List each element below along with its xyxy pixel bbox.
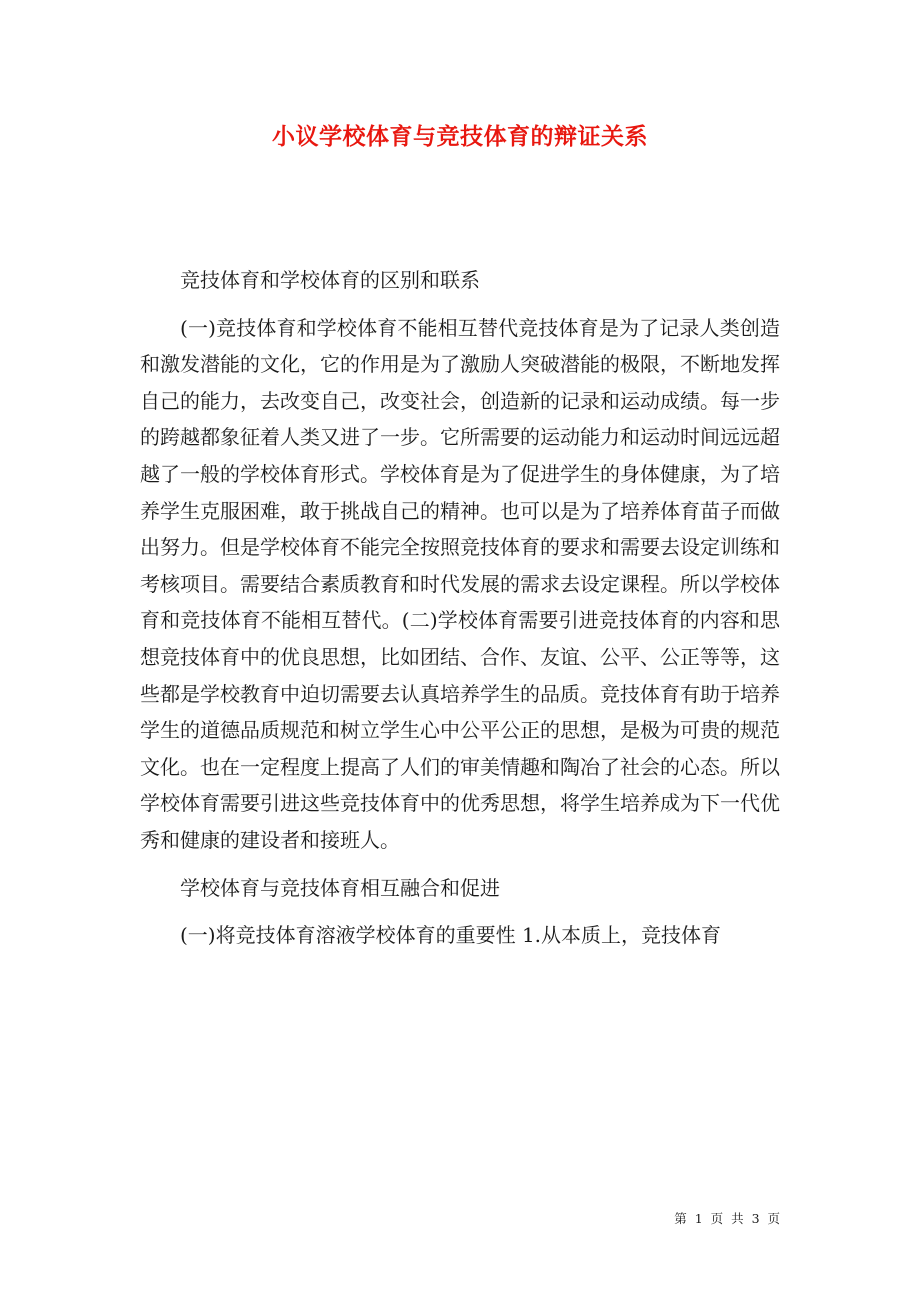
document-title: 小议学校体育与竞技体育的辩证关系 xyxy=(272,123,648,150)
section-heading: 学校体育与竞技体育相互融合和促进 xyxy=(180,875,500,900)
paragraph: (一)竞技体育和学校体育不能相互替代竞技体育是为了记录人类创造和激发潜能的文化，它的作用是为了激励人突破潜能的极限，不断地发挥自己的能力，去改变自己，改变社会，创造新的记录和运动成绩。每一步的跨越都象征着人类又进了一步。它所需要的运动能力和运动时间远远超越了一般的学校体育形式。学校体育是为了促进学生的身体健康，为了培养学生克服困难，敢于挑战自己的精神。也可以是为了培养体育苗子而做出努力。但是学校体育不能完全按照竞技体育的要求和需要去设定训练和考核项目。需要结合素质教育和时代发展的需求去设定课程。所以学校体育和竞技体育不能相互替代。(二)学校体育需要引进竞技体育的内容和思想竞技体育中的优良思想，比如团结、合作、友谊、公平、公正等等，这些都是学校教育中迫切需要去认真培养学生的品质。竞技体育有助于培养学生的道德品质规范和树立学生心中公平公正的思想，是极为可贵的规范文化。也在一定程度上提高了人们的审美情趣和陶冶了社会的心态。所以学校体育需要引进这些竞技体育中的优秀思想，将学生培养成为下一代优秀和健康的建设者和接班人。 xyxy=(140,315,780,852)
section-heading: 竞技体育和学校体育的区别和联系 xyxy=(180,268,480,292)
page-number-footer: 第 1 页 共 3 页 xyxy=(674,1211,782,1226)
document-body xyxy=(140,262,780,965)
paragraph: (一)将竞技体育溶液学校体育的重要性 1.从本质上，竞技体育 xyxy=(180,923,722,948)
